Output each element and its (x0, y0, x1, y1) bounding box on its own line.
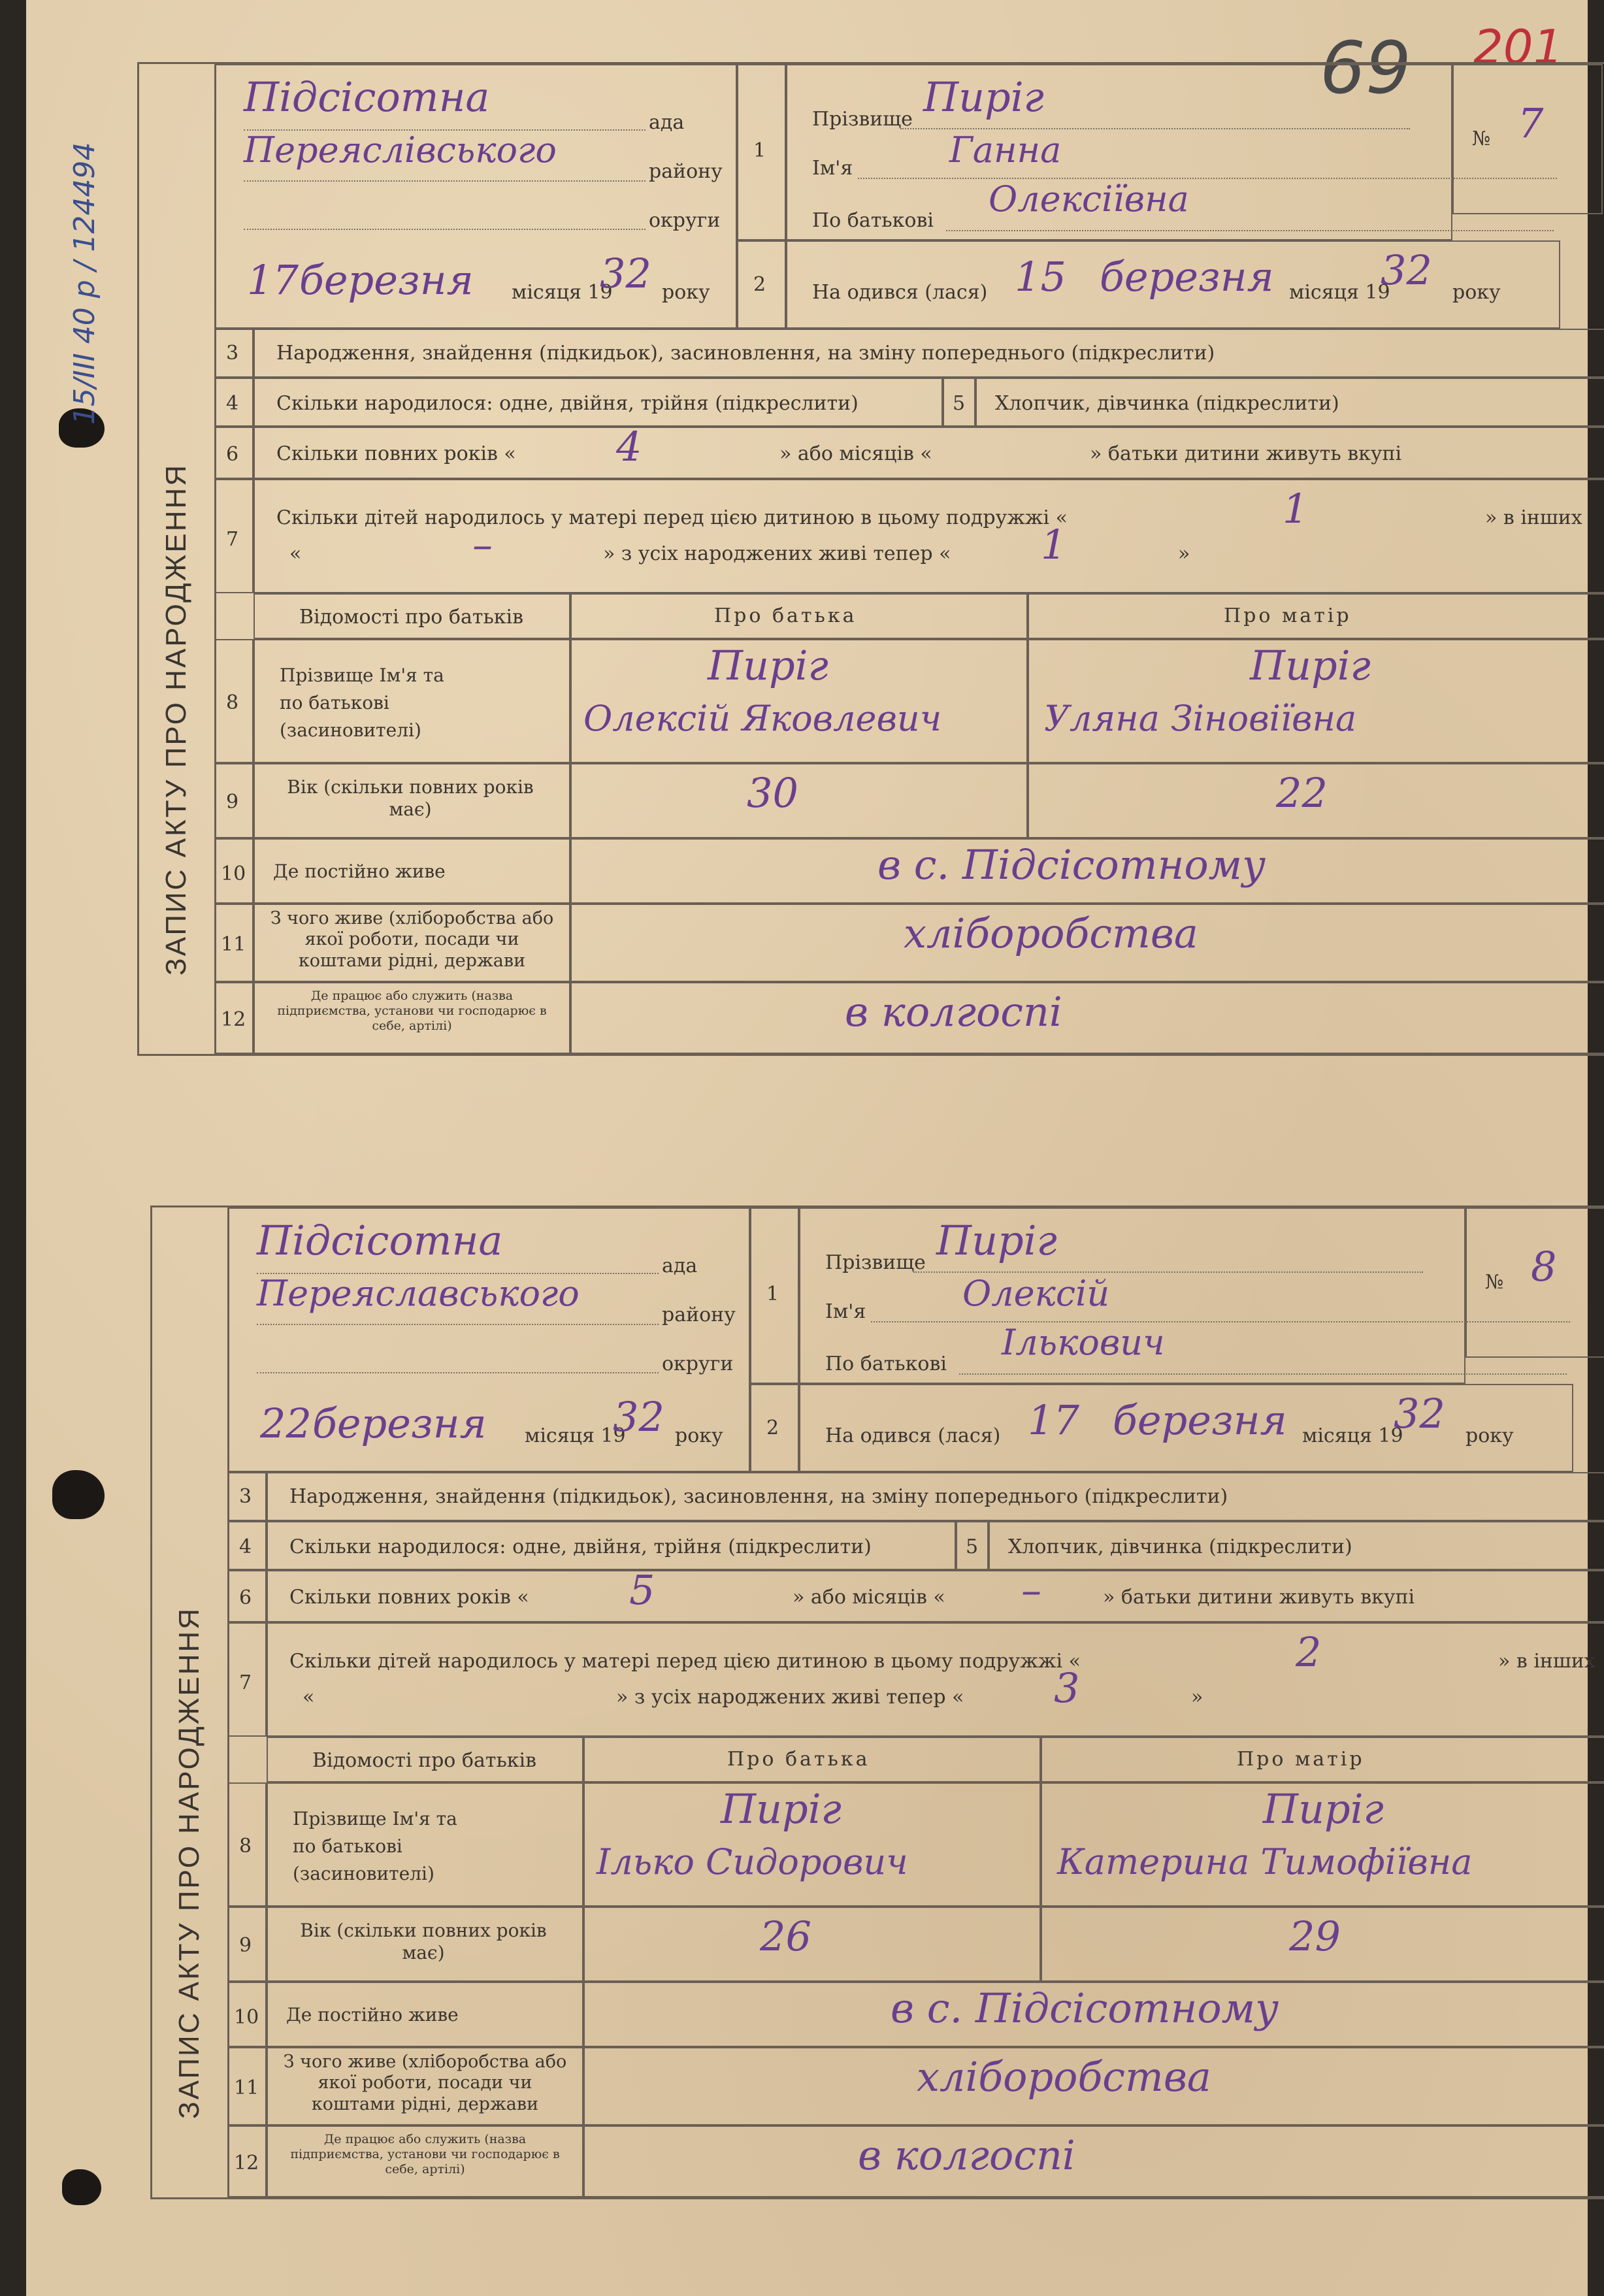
row7-text-a: Скільки дітей народилось у матері перед цією дитиною в цьому подружжі « (276, 506, 1068, 529)
registration-year-label: року (662, 281, 710, 304)
okruh-label: округи (649, 209, 721, 232)
row3-text: Народження, знайдення (підкидьок), засиновлення, на зміну попереднього (підкреслити) (276, 342, 1215, 365)
row7-this-marriage: 1 (1283, 485, 1309, 533)
row10-num: 10 (221, 862, 246, 885)
father-surname: Пиріг (708, 642, 828, 689)
row7-text-c: « (303, 1686, 315, 1709)
mother-age: 22 (1276, 769, 1328, 817)
surname-label: Прізвище (812, 108, 913, 131)
row10-num: 10 (234, 2006, 259, 2029)
row9-label: Вік (скільки повних років має) (287, 776, 534, 820)
father-name: Олексій Яковлевич (583, 698, 942, 739)
father-age-cell (583, 1907, 1041, 1982)
registration-year-label: року (675, 1424, 723, 1447)
birth-day: 15 (1015, 253, 1066, 301)
margin-note-text: 15/ІІІ 40 р / 124494 (68, 142, 101, 425)
name-label: Ім'я (825, 1300, 866, 1323)
row8-num: 8 (239, 1835, 252, 1858)
row4-text: Скільки народилося: одне, двійня, трійня (підкреслити) (276, 392, 859, 415)
residence: в с. Підсісотному (877, 841, 1266, 889)
row7-cell (267, 1622, 1604, 1737)
parents-header: Відомості про батьків (312, 1749, 537, 1772)
row3-num: 3 (226, 342, 239, 365)
spine-title: ЗАПИС АКТУ ПРО НАРОДЖЕННЯ (160, 463, 192, 976)
raion-label: району (662, 1304, 736, 1326)
paper-hole (62, 2169, 101, 2205)
row4-num: 4 (226, 392, 239, 415)
row7-text-b: » в інших (1498, 1650, 1596, 1673)
born-label: На одився (лася) (812, 281, 988, 304)
row11-label: З чого живе (хліборобства або якої роботи, посади чи коштами рідні, держави (270, 908, 554, 971)
row8-label: Прізвище Ім'я та по батькові (засиновителі) (280, 664, 444, 741)
born-label: На одився (лася) (825, 1424, 1001, 1447)
row6-years: 4 (616, 423, 642, 470)
name-label: Ім'я (812, 157, 853, 180)
row11-label: З чого живе (хліборобства або якої роботи, посади чи коштами рідні, держави (283, 2052, 567, 2114)
father-name: Ілько Сидорович (597, 1841, 908, 1882)
row4-num: 4 (239, 1535, 252, 1558)
birth-month: березня (1113, 1396, 1287, 1444)
row10-label: Де постійно живе (273, 861, 446, 882)
record-spine (139, 64, 216, 1054)
registration-month-label: місяця 19 (525, 1424, 626, 1447)
archive-red-number: 201 (1473, 20, 1563, 74)
mother-age: 29 (1289, 1912, 1341, 1960)
spine-title: ЗАПИС АКТУ ПРО НАРОДЖЕННЯ (173, 1606, 205, 2119)
row8-label: Прізвище Ім'я та по батькові (засиновителі) (293, 1808, 457, 1884)
child-name: Олексій (962, 1273, 1110, 1314)
row9-num: 9 (226, 791, 239, 813)
row6-text-a: Скільки повних років « (289, 1586, 529, 1609)
rule (244, 180, 646, 182)
row6-text-c: » батьки дитини живуть вкупі (1103, 1586, 1415, 1609)
birth-year: 32 (1381, 246, 1432, 294)
row7-text-e: » (1191, 1686, 1203, 1709)
registration-day: 17 (247, 256, 299, 304)
row7-cell (254, 479, 1604, 593)
record-number: 7 (1518, 99, 1544, 147)
row5-num: 5 (953, 392, 966, 415)
birth-month-label: місяця 19 (1302, 1424, 1403, 1447)
row7-this-marriage: 2 (1296, 1628, 1322, 1676)
rule (946, 230, 1554, 231)
row7-alive: 1 (1041, 521, 1067, 568)
registration-year: 32 (613, 1393, 664, 1441)
rule (959, 1373, 1567, 1375)
parents-header: Відомості про батьків (299, 606, 524, 629)
row7-num: 7 (239, 1671, 252, 1694)
row12-num: 12 (234, 2152, 259, 2174)
registration-month-label: місяця 19 (512, 281, 613, 304)
father-age: 30 (747, 769, 798, 817)
child-surname: Пиріг (923, 73, 1044, 121)
rada-label: ада (662, 1255, 698, 1277)
mother-name: Катерина Тимофіївна (1057, 1841, 1473, 1882)
workplace-cell (570, 982, 1604, 1054)
birth-month: березня (1100, 253, 1274, 301)
birth-record (137, 62, 1604, 1056)
row5-text: Хлопчик, дівчинка (підкреслити) (995, 392, 1339, 415)
row12-label: Де працює або служить (назва підприємства, установи чи господарює в себе, артілі) (290, 2132, 560, 2176)
residence: в с. Підсісотному (891, 1984, 1279, 2032)
rada-value: Підсісотна (257, 1217, 503, 1264)
mother-surname: Пиріг (1263, 1785, 1384, 1833)
father-header: Про батька (727, 1748, 870, 1771)
row2-num: 2 (766, 1417, 779, 1439)
rule (257, 1324, 659, 1325)
row7-text-a: Скільки дітей народилось у матері перед цією дитиною в цьому подружжі « (289, 1650, 1081, 1673)
mother-header: Про матір (1237, 1748, 1365, 1771)
father-surname: Пиріг (721, 1785, 842, 1833)
registration-day: 22 (260, 1400, 312, 1447)
father-header: Про батька (714, 604, 857, 627)
row3-num: 3 (239, 1485, 252, 1508)
row1-num: 1 (766, 1283, 779, 1305)
row2-num: 2 (753, 273, 766, 296)
father-age-cell (570, 763, 1028, 838)
row6-num: 6 (226, 443, 239, 466)
child-surname: Пиріг (936, 1217, 1057, 1264)
row7-other-marriages: – (472, 521, 493, 568)
child-patronymic: Олексіївна (989, 178, 1189, 220)
registration-month: березня (312, 1400, 487, 1447)
raion-value: Переяславського (257, 1273, 580, 1314)
row7-text-d: » з усіх народжених живі тепер « (603, 542, 951, 565)
rule (257, 1372, 659, 1373)
father-age: 26 (760, 1912, 811, 1960)
child-patronymic: Ількович (1002, 1322, 1165, 1363)
patronymic-label: По батькові (825, 1353, 947, 1375)
birth-year: 32 (1394, 1390, 1445, 1437)
workplace-cell (583, 2125, 1604, 2197)
row6-text-b: » або місяців « (779, 442, 932, 465)
rule (244, 229, 646, 230)
mother-surname: Пиріг (1250, 642, 1371, 689)
row11-num: 11 (221, 933, 246, 956)
birth-day: 17 (1028, 1396, 1079, 1444)
child-name: Ганна (949, 129, 1062, 171)
record-number: 8 (1531, 1243, 1557, 1290)
row6-text-b: » або місяців « (793, 1586, 945, 1609)
raion-value: Переяслівського (244, 129, 557, 171)
birth-month-label: місяця 19 (1289, 281, 1390, 304)
row4-text: Скільки народилося: одне, двійня, трійня (підкреслити) (289, 1535, 872, 1558)
birth-record (150, 1205, 1604, 2199)
workplace: в колгоспі (845, 988, 1062, 1036)
record-spine (152, 1207, 229, 2197)
birth-year-label: року (1452, 281, 1501, 304)
row12-label: Де працює або служить (назва підприємства, установи чи господарює в себе, артілі) (277, 989, 547, 1033)
mother-name: Уляна Зіновіївна (1044, 698, 1357, 739)
livelihood: хліборобства (917, 2053, 1211, 2101)
okruh-label: округи (662, 1353, 734, 1375)
record-number-label: № (1485, 1271, 1504, 1294)
row5-num: 5 (966, 1535, 979, 1558)
workplace: в колгоспі (858, 2131, 1075, 2179)
row7-text-c: « (289, 542, 302, 565)
patronymic-label: По батькові (812, 209, 934, 232)
row9-label: Вік (скільки повних років має) (300, 1920, 547, 1963)
paper-hole (52, 1470, 105, 1519)
row12-num: 12 (221, 1008, 246, 1031)
row6-years: 5 (629, 1566, 655, 1614)
row7-text-b: » в інших (1485, 506, 1582, 529)
row3-text: Народження, знайдення (підкидьок), засиновлення, на зміну попереднього (підкреслити) (289, 1485, 1228, 1508)
record-number-label: № (1472, 127, 1491, 150)
livelihood: хліборобства (904, 910, 1198, 957)
row7-alive: 3 (1054, 1664, 1080, 1712)
row9-num: 9 (239, 1934, 252, 1957)
registration-year: 32 (600, 250, 651, 297)
surname-label: Прізвище (825, 1251, 926, 1274)
row7-text-d: » з усіх народжених живі тепер « (616, 1686, 964, 1709)
row11-num: 11 (234, 2076, 259, 2099)
row6-months: – (1021, 1566, 1041, 1614)
raion-label: району (649, 160, 723, 183)
registration-month: березня (299, 256, 474, 304)
row7-num: 7 (226, 528, 239, 551)
mother-header: Про матір (1224, 604, 1352, 627)
row5-text: Хлопчик, дівчинка (підкреслити) (1008, 1535, 1352, 1558)
rada-value: Підсісотна (244, 73, 490, 121)
row6-text-a: Скільки повних років « (276, 442, 516, 465)
row6-text-c: » батьки дитини живуть вкупі (1090, 442, 1402, 465)
row6-num: 6 (239, 1586, 252, 1609)
row8-num: 8 (226, 691, 239, 714)
row10-label: Де постійно живе (286, 2004, 459, 2025)
rada-label: ада (649, 111, 685, 134)
archive-page-number: 69 (1320, 26, 1411, 110)
birth-year-label: року (1465, 1424, 1514, 1447)
row7-text-e: » (1178, 542, 1190, 565)
row1-num: 1 (753, 139, 766, 162)
